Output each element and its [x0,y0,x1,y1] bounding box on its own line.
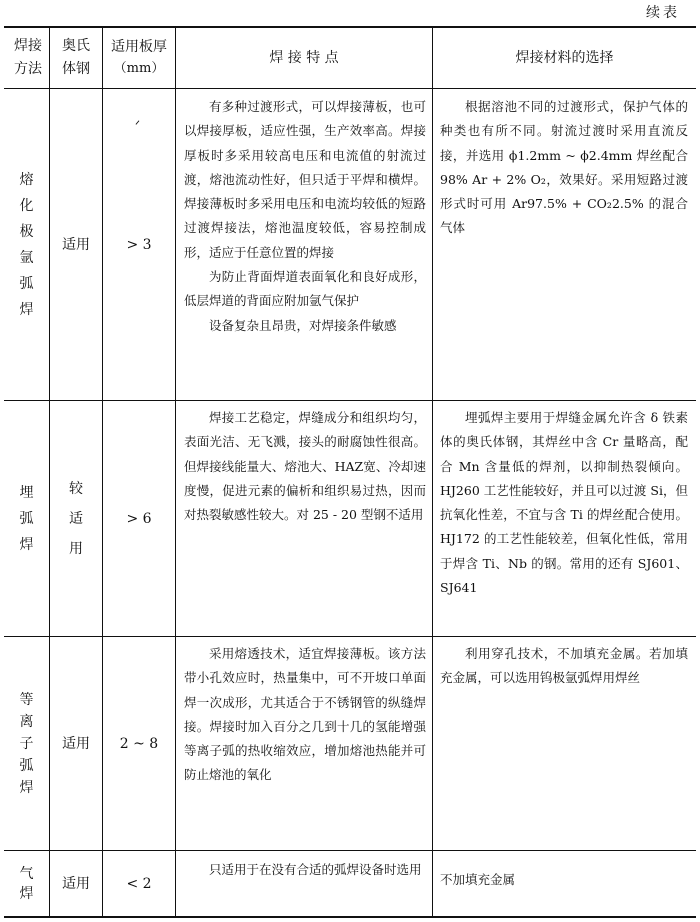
row2-thickness: > 6 [126,510,152,527]
row4-features: 只适用于在没有合适的弧焊设备时选用 [209,862,422,877]
col-rule-3 [175,26,176,918]
header-thickness: 适用板厚 （mm） [111,39,167,76]
row4-thickness: < 2 [126,875,152,892]
row1-steel: 适用 [62,236,90,253]
col-rule-4 [432,26,433,918]
row1-features-p2: 为防止背面焊道表面氧化和良好成形，低层焊道的背面应附加氩气保护 [184,269,426,309]
row3-materials: 利用穿孔技术，不加填充金属。若加填充金属，可以选用钨极氩弧焊用焊丝 [440,646,688,686]
row2-features: 焊接工艺稳定，焊缝成分和组织均匀，表面光洁、无飞溅，接头的耐腐蚀性很高。但焊接线能量大、熔池大、HAZ宽、冷却速度慢，促进元素的偏析和组织易过热，因而对热裂敏感性较大。对 25 - 20 型钢不适用 [184,410,426,523]
welding-methods-table [4,26,696,918]
row1-method: 熔化极氩弧焊 [19,171,34,318]
row2-steel: 较适用 [69,480,83,557]
header-materials: 焊接材料的选择 [515,50,614,66]
row3-steel: 适用 [62,735,90,752]
row1-features-p3: 设备复杂且昂贵，对焊接条件敏感 [209,317,397,333]
header-steel: 奥氏体钢 [62,38,90,77]
row3-thickness: 2 ~ 8 [119,735,159,752]
row4-materials: 不加填充金属 [440,872,516,888]
continued-label: 续表 [646,5,680,21]
row1-materials: 根据溶池不同的过渡形式，保护气体的种类也有所不同。射流过渡时采用直流反接，并选用 ϕ1.2mm ~ ϕ2.4mm 焊丝配合 98% Ar + 2% O₂，效果好。采用短路过渡形式时可用 Ar97.5% + CO₂2.5% 的混合气体 [440,99,688,236]
row3-method: 等离子弧焊 [19,691,34,796]
row2-method: 埋弧焊 [19,484,34,553]
row1-mark: ᐟ [135,118,141,132]
row1-features-p1: 有多种过渡形式，可以焊接薄板，也可以焊接厚板，适应性强，生产效率高。焊接厚板时多采用较高电压和电流值的射流过渡，熔池流动性好，但只适于平焊和横焊。焊接薄板时多采用电压和电流均较低的短路过渡焊接法，熔池温度较低，容易控制成形，适应于任意位置的焊接 [184,99,426,260]
table-bottom-border [4,916,696,918]
row1-features [184,95,426,338]
header-method: 焊接方法 [14,38,42,77]
row2-materials: 埋弧焊主要用于焊缝金属允许含 δ 铁素体的奥氏体钢，其焊丝中含 Cr 量略高，配合 Mn 含量低的焊剂，以抑制热裂倾向。HJ260 工艺性能较好，并且可以过渡 Si，但抗氧化性差，不宜与含 Ti 的焊丝配合使用。HJ172 的工艺性能较差，但氧化性低，常用于焊含 Ti、Nb 的钢。常用的还有 SJ601、SJ641 [440,410,688,596]
row4-steel: 适用 [62,875,90,892]
row3-features: 采用熔透技术，适宜焊接薄板。该方法带小孔效应时，热量集中，可不开坡口单面焊一次成形，尤其适合于不锈钢管的纵缝焊接。焊接时加入百分之几到十几的氢能增强等离子弧的热收缩效应，增加熔池热能并可防止熔池的氧化 [184,646,426,783]
row1-thickness: > 3 [126,236,152,253]
row4-method: 气焊 [19,865,34,902]
header-features: 焊 接 特 点 [269,50,339,66]
